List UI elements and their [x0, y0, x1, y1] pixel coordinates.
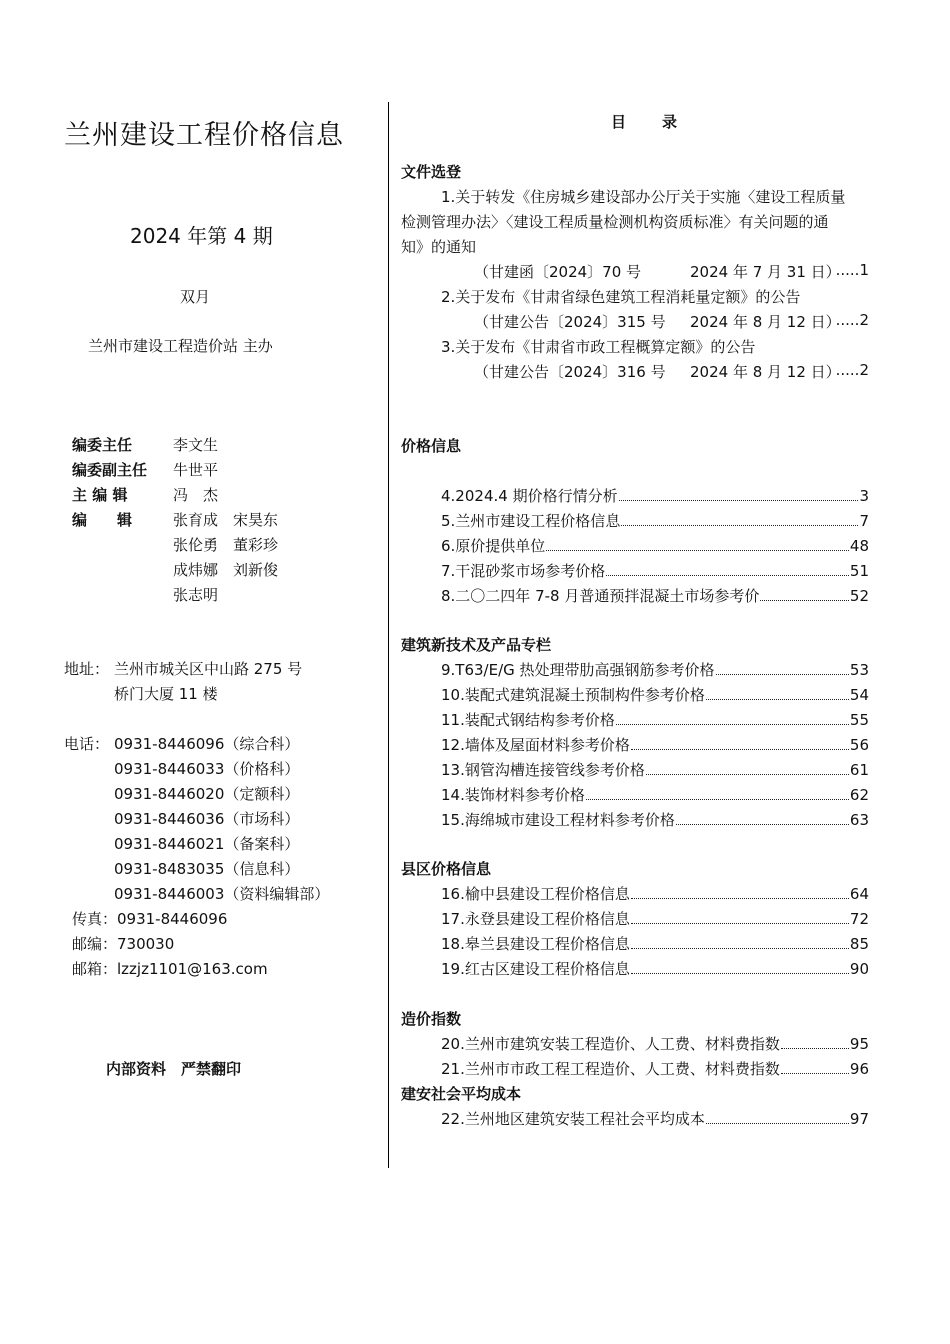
toc-entry[interactable] [441, 784, 869, 806]
leader-dots [631, 885, 849, 899]
toc-entry[interactable] [441, 709, 869, 731]
leader-dots [546, 537, 849, 551]
phone-number: 0931-8446096（综合科） [114, 735, 300, 753]
frequency: 双月 [180, 288, 211, 306]
toc-entry[interactable] [441, 485, 869, 507]
toc-heading: 目录 [611, 113, 714, 131]
toc-entry-label: 7.干混砂浆市场参考价格 [441, 562, 606, 580]
toc-entry-page: 96 [849, 1060, 869, 1078]
committee-name: 牛世平 [173, 461, 219, 479]
committee-role: 编委主任 [72, 436, 133, 454]
toc-entry-page: 64 [849, 885, 869, 903]
toc-doc-ref [474, 311, 869, 333]
leader-dots [706, 1110, 849, 1124]
toc-entry-label: 11.装配式钢结构参考价格 [441, 711, 615, 729]
toc-entry[interactable] [441, 535, 869, 557]
leader-dots [631, 935, 849, 949]
committee-name: 李文生 [173, 436, 219, 454]
phone-number: 0931-8446021（备案科） [114, 835, 300, 853]
leader-dots [606, 562, 849, 576]
address-label: 地址： [64, 660, 110, 678]
toc-entry[interactable] [441, 1058, 869, 1080]
phone-number: 0931-8446003（资料编辑部） [114, 885, 330, 903]
toc-entry-page: 51 [849, 562, 869, 580]
phone-number: 0931-8446033（价格科） [114, 760, 300, 778]
column-divider [388, 102, 389, 1168]
toc-entry-page: 54 [849, 686, 869, 704]
toc-entry[interactable] [441, 734, 869, 756]
email: 邮箱：lzzjz1101@163.com [72, 960, 268, 978]
doc-ref-number: （甘建公告〔2024〕316 号 [474, 363, 666, 381]
committee-name: 冯 杰 [173, 486, 219, 504]
section-heading: 造价指数 [401, 1010, 462, 1028]
toc-doc-title[interactable]: 3.关于发布《甘肃省市政工程概算定额》的公告 [441, 338, 756, 356]
committee-role: 主 编 辑 [72, 486, 128, 504]
leader-dots [716, 661, 849, 675]
leader-dots [781, 1035, 849, 1049]
leader-dots [760, 587, 849, 601]
toc-entry[interactable] [441, 809, 869, 831]
doc-ref-date: 2024 年 8 月 12 日） [690, 363, 841, 381]
toc-doc-title[interactable]: 检测管理办法〉〈建设工程质量检测机构资质标准〉有关问题的通 [401, 213, 829, 231]
toc-entry-label: 4.2024.4 期价格行情分析 [441, 487, 618, 505]
toc-entry-page: 55 [849, 711, 869, 729]
leader-dots [621, 512, 858, 526]
toc-entry[interactable] [441, 958, 869, 980]
toc-entry-label: 19.红古区建设工程价格信息 [441, 960, 630, 978]
toc-entry-page: 48 [849, 537, 869, 555]
toc-entry-page: 95 [849, 1035, 869, 1053]
leader-dots [676, 811, 849, 825]
phone-number: 0931-8483035（信息科） [114, 860, 300, 878]
toc-entry[interactable] [441, 684, 869, 706]
address-line: 兰州市城关区中山路 275 号 [114, 660, 303, 678]
doc-page: .....2 [835, 361, 869, 379]
committee-name: 张育成 宋昊东 [173, 511, 279, 529]
toc-entry[interactable] [441, 1033, 869, 1055]
toc-entry-page: 7 [859, 512, 869, 530]
postcode: 邮编：730030 [72, 935, 175, 953]
toc-entry-page: 53 [849, 661, 869, 679]
fax: 传真：0931-8446096 [72, 910, 228, 928]
leader-dots [616, 711, 849, 725]
toc-entry-label: 17.永登县建设工程价格信息 [441, 910, 630, 928]
toc-entry-page: 56 [849, 736, 869, 754]
toc-entry[interactable] [441, 560, 869, 582]
toc-entry[interactable] [441, 933, 869, 955]
section-heading: 文件选登 [401, 163, 462, 181]
doc-page: .....1 [835, 261, 869, 279]
toc-entry[interactable] [441, 759, 869, 781]
phone-label: 电话： [64, 735, 110, 753]
doc-ref-number: （甘建函〔2024〕70 号 [474, 263, 642, 281]
journal-title: 兰州建设工程价格信息 [64, 120, 344, 151]
leader-dots [631, 736, 849, 750]
section-heading: 建安社会平均成本 [401, 1085, 522, 1103]
toc-entry[interactable] [441, 510, 869, 532]
toc-doc-ref [474, 361, 869, 383]
toc-doc-title[interactable]: 知》的通知 [401, 238, 477, 256]
doc-ref-date: 2024 年 8 月 12 日） [690, 313, 841, 331]
sponsor: 兰州市建设工程造价站 主办 [88, 337, 273, 355]
leader-dots [781, 1060, 849, 1074]
issue-number: 2024 年第 4 期 [130, 224, 273, 248]
toc-entry-page: 90 [849, 960, 869, 978]
section-heading: 县区价格信息 [401, 860, 492, 878]
committee-name: 张志明 [173, 586, 219, 604]
committee-name: 张伦勇 董彩珍 [173, 536, 279, 554]
committee-name: 成炜娜 刘新俊 [173, 561, 279, 579]
toc-entry-page: 85 [849, 935, 869, 953]
toc-doc-title[interactable]: 2.关于发布《甘肃省绿色建筑工程消耗量定额》的公告 [441, 288, 801, 306]
address-line: 桥门大厦 11 楼 [114, 685, 218, 703]
doc-page: .....2 [835, 311, 869, 329]
toc-doc-title[interactable]: 1.关于转发《住房城乡建设部办公厅关于实施〈建设工程质量 [441, 188, 846, 206]
toc-entry[interactable] [441, 585, 869, 607]
leader-dots [586, 786, 849, 800]
toc-entry-label: 21.兰州市市政工程工程造价、人工费、材料费指数 [441, 1060, 780, 1078]
doc-ref-date: 2024 年 7 月 31 日） [690, 263, 841, 281]
toc-entry-label: 20.兰州市建筑安装工程造价、人工费、材料费指数 [441, 1035, 780, 1053]
toc-entry-label: 12.墙体及屋面材料参考价格 [441, 736, 630, 754]
toc-entry[interactable] [441, 883, 869, 905]
toc-entry-label: 18.皋兰县建设工程价格信息 [441, 935, 630, 953]
toc-entry[interactable] [441, 908, 869, 930]
leader-dots [646, 761, 849, 775]
toc-entry-label: 5.兰州市建设工程价格信息 [441, 512, 621, 530]
doc-ref-number: （甘建公告〔2024〕315 号 [474, 313, 666, 331]
section-heading: 价格信息 [401, 437, 462, 455]
toc-entry-page: 52 [849, 587, 869, 605]
leader-dots [619, 487, 859, 501]
toc-entry-label: 8.二〇二四年 7-8 月普通预拌混凝土市场参考价 [441, 587, 760, 605]
toc-entry-label: 22.兰州地区建筑安装工程社会平均成本 [441, 1110, 705, 1128]
toc-entry-label: 9.T63/E/G 热处理带肋高强钢筋参考价格 [441, 661, 715, 679]
toc-entry[interactable] [441, 1108, 869, 1130]
toc-entry[interactable] [441, 659, 869, 681]
toc-entry-label: 13.钢管沟槽连接管线参考价格 [441, 761, 645, 779]
internal-notice: 内部资料 严禁翻印 [106, 1060, 242, 1078]
toc-entry-label: 16.榆中县建设工程价格信息 [441, 885, 630, 903]
toc-entry-page: 61 [849, 761, 869, 779]
toc-entry-label: 14.装饰材料参考价格 [441, 786, 585, 804]
toc-entry-page: 63 [849, 811, 869, 829]
committee-role: 编 辑 [72, 511, 133, 529]
toc-entry-page: 3 [859, 487, 869, 505]
section-heading: 建筑新技术及产品专栏 [401, 636, 552, 654]
toc-entry-label: 15.海绵城市建设工程材料参考价格 [441, 811, 675, 829]
toc-entry-label: 6.原价提供单位 [441, 537, 546, 555]
phone-number: 0931-8446036（市场科） [114, 810, 300, 828]
leader-dots [706, 686, 849, 700]
leader-dots [631, 910, 849, 924]
committee-role: 编委副主任 [72, 461, 148, 479]
toc-entry-page: 97 [849, 1110, 869, 1128]
toc-doc-ref [474, 261, 869, 283]
toc-entry-page: 72 [849, 910, 869, 928]
toc-entry-page: 62 [849, 786, 869, 804]
toc-entry-label: 10.装配式建筑混凝土预制构件参考价格 [441, 686, 705, 704]
phone-number: 0931-8446020（定额科） [114, 785, 300, 803]
leader-dots [631, 960, 849, 974]
